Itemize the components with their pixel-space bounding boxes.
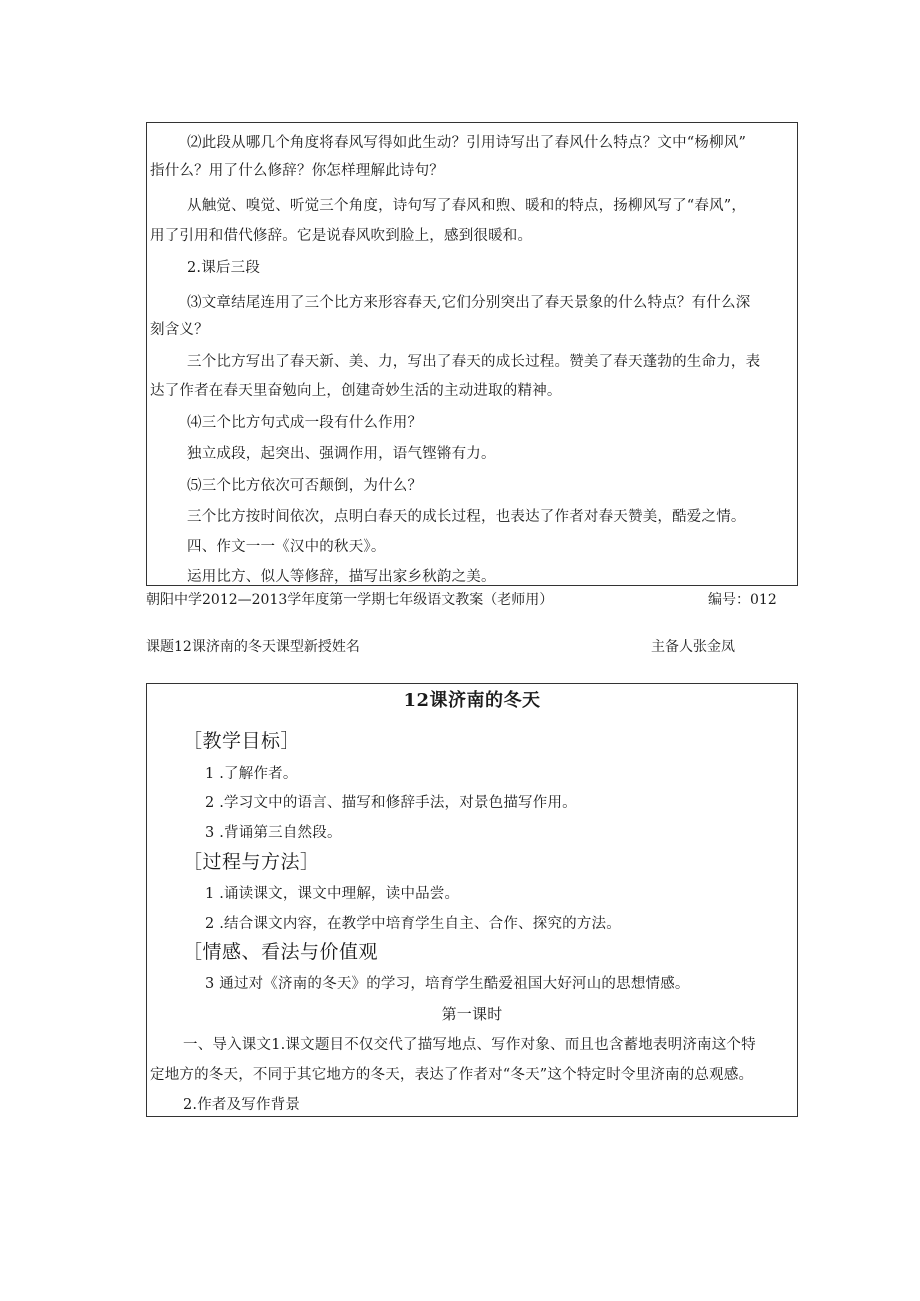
goal-item: 2 .学习文中的语言、描写和修辞手法，对景色描写作用。 xyxy=(205,795,577,811)
answer-2-line-2: 用了引用和借代修辞。它是说春风吹到脸上，感到很暖和。 xyxy=(150,228,533,244)
values-item: 3 通过对《济南的冬天》的学习，培育学生酷爱祖国大好河山的思想情感。 xyxy=(205,976,690,992)
answer-2-line-1: 从触觉、嗅觉、听觉三个角度，诗句写了春风和煦、暖和的特点，扬柳风写了“春风”， xyxy=(187,198,747,214)
answer-4: 独立成段，起突出、强调作用，语气铿锵有力。 xyxy=(187,446,496,462)
essay-heading: 四、作文一一《汉中的秋天》。 xyxy=(187,539,386,555)
process-item: 1 .诵读课文，课文中理解，读中品尝。 xyxy=(205,886,460,902)
lesson-topic: 课题12课济南的冬天课型新授姓名 xyxy=(146,639,360,655)
question-2-line-2: 指什么？用了什么修辞？你怎样理解此诗句？ xyxy=(150,163,444,179)
lesson-title: 12课济南的冬天 xyxy=(403,690,541,711)
answer-3-line-2: 达了作者在春天里奋勉向上，创建奇妙生活的主动进取的精神。 xyxy=(150,383,562,399)
lead-author: 主备人张金凤 xyxy=(651,639,735,655)
school-header: 朝阳中学2012—2013学年度第一学期七年级语文教案（老师用） xyxy=(146,592,554,608)
process-methods-heading: ［过程与方法］ xyxy=(183,851,320,873)
lesson-plan-box xyxy=(146,683,798,1117)
teaching-goals-heading: ［教学目标］ xyxy=(183,730,301,752)
lesson-period-title: 第一课时 xyxy=(441,1005,503,1023)
plan-number: 编号：012 xyxy=(708,592,777,608)
question-3-line-2: 刻含义？ xyxy=(150,322,209,338)
question-5: ⑸三个比方依次可否颠倒，为什么？ xyxy=(187,478,423,494)
goal-item: 1 .了解作者。 xyxy=(205,766,298,782)
answer-5: 三个比方按时间依次，点明白春天的成长过程，也表达了作者对春天赞美，酷爱之情。 xyxy=(187,509,746,525)
question-2-line-1: ⑵此段从哪几个角度将春风写得如此生动？引用诗写出了春风什么特点？文中“杨柳风” xyxy=(187,135,747,151)
body-line: 一、导入课文1.课文题目不仅交代了描写地点、写作对象、而且也含蓄地表明济南这个特 xyxy=(183,1037,756,1053)
body-line: 2.作者及写作背景 xyxy=(183,1097,301,1113)
question-3-line-1: ⑶文章结尾连用了三个比方来形容春天,它们分别突出了春天景象的什么特点？有什么深 xyxy=(187,295,751,311)
process-item: 2 .结合课文内容，在教学中培育学生自主、合作、探究的方法。 xyxy=(205,916,621,932)
question-4: ⑷三个比方句式成一段有什么作用？ xyxy=(187,415,423,431)
values-heading: ［情感、看法与价值观 xyxy=(183,941,379,963)
goal-item: 3 .背诵第三自然段。 xyxy=(205,825,342,841)
body-line: 定地方的冬天，不同于其它地方的冬天，表达了作者对“冬天”这个特定时令里济南的总观感。 xyxy=(150,1067,754,1083)
section-heading: 2.课后三段 xyxy=(187,260,261,276)
answer-3-line-1: 三个比方写出了春天新、美、力，写出了春天的成长过程。赞美了春天蓬勃的生命力，表 xyxy=(187,354,761,370)
essay-requirement: 运用比方、似人等修辞，描写出家乡秋韵之美。 xyxy=(187,569,496,585)
lesson-continuation-box xyxy=(146,122,798,586)
